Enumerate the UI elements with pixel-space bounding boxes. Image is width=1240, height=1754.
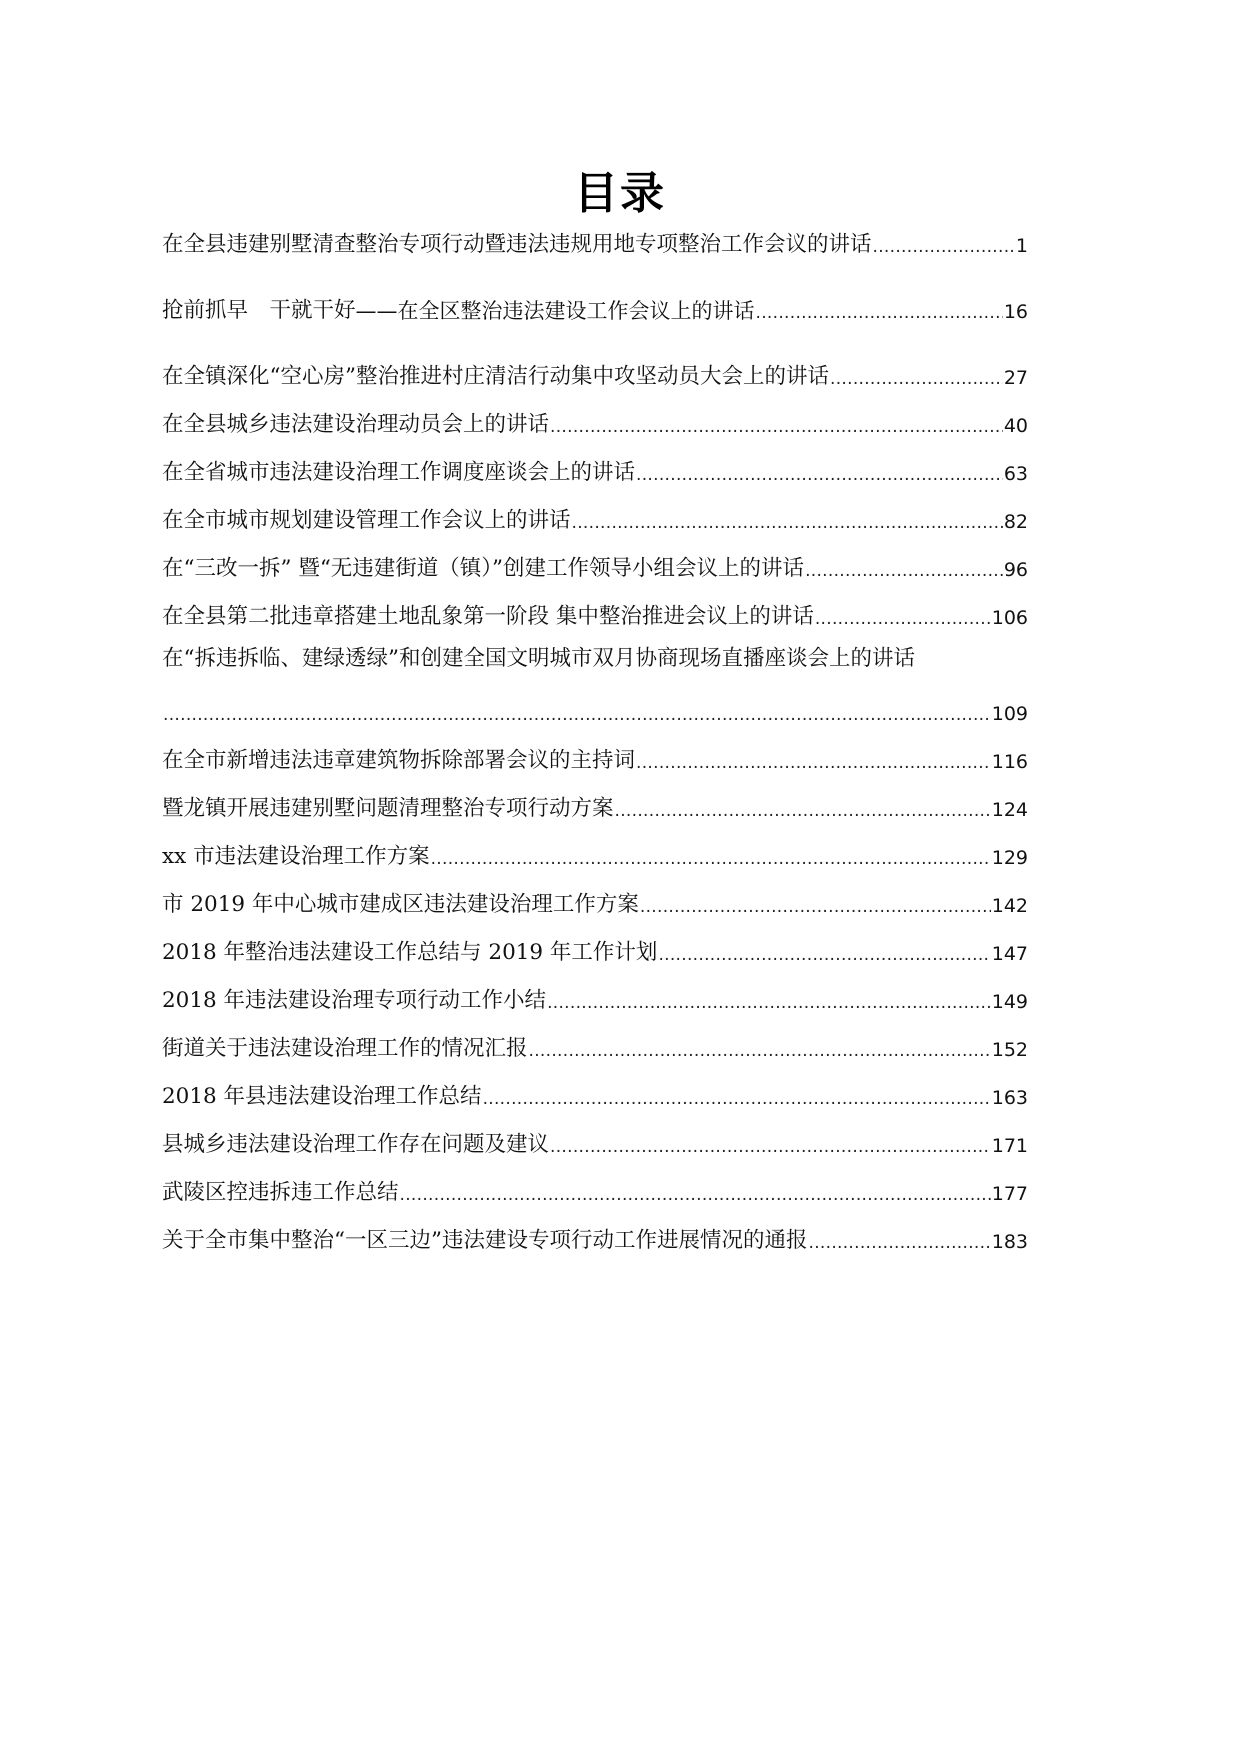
toc-entry-page: 63 (1003, 463, 1028, 485)
toc-entry-page: 163 (991, 1087, 1028, 1109)
toc-entry-page: 149 (991, 991, 1028, 1013)
toc-entry-page: 177 (991, 1183, 1028, 1205)
toc-entry[interactable] (162, 224, 1028, 260)
toc-entry-page: 96 (1003, 559, 1028, 581)
toc-leader (636, 750, 991, 776)
toc-title: 目录 (574, 168, 666, 219)
toc-leader (400, 1182, 991, 1208)
toc-entry[interactable] (162, 1028, 1028, 1064)
toc-entry-page: 109 (991, 703, 1028, 725)
toc-entry[interactable] (162, 836, 1028, 872)
toc-entry-text: 武陵区控违拆违工作总结 (162, 1180, 399, 1205)
toc-entry-text: 在全省城市违法建设治理工作调度座谈会上的讲话 (162, 460, 636, 485)
toc-entry-page: 183 (991, 1231, 1028, 1253)
toc-entry-text: 抢前抓早 干就干好 (162, 298, 356, 323)
toc-entry[interactable] (162, 290, 1028, 326)
toc-entry-page: 16 (1003, 301, 1028, 323)
toc-entry-text: 暨龙镇开展违建别墅问题清理整治专项行动方案 (162, 796, 614, 821)
toc-entry-text: 在全市城市规划建设管理工作会议上的讲话 (162, 508, 571, 533)
toc-leader (830, 366, 1003, 392)
toc-entry[interactable] (162, 932, 1028, 968)
toc-entry-text: 街道关于违法建设治理工作的情况汇报 (162, 1036, 528, 1061)
toc-entry-page: 171 (991, 1135, 1028, 1157)
toc-leader (640, 894, 991, 920)
toc-entry[interactable] (162, 692, 1028, 728)
toc-entry[interactable] (162, 980, 1028, 1016)
toc-entry-text: 关于全市集中整治“一区三边”违法建设专项行动工作进展情况的通报 (162, 1228, 808, 1253)
toc-leader (658, 942, 990, 968)
toc-entry[interactable] (162, 1076, 1028, 1112)
toc-entry[interactable] (162, 1124, 1028, 1160)
toc-entry-page: 147 (991, 943, 1028, 965)
toc-entry-page: 106 (991, 607, 1028, 629)
toc-entry[interactable] (162, 452, 1028, 488)
toc-entry-page: 152 (991, 1039, 1028, 1061)
toc-leader (529, 1038, 991, 1064)
toc-entry[interactable] (162, 740, 1028, 776)
toc-entry-text: 在全市新增违法违章建筑物拆除部署会议的主持词 (162, 748, 636, 773)
toc-leader (550, 414, 1003, 440)
toc-entry[interactable] (162, 548, 1028, 584)
toc-entry-page: 1 (1015, 235, 1028, 257)
toc-entry-text: 县城乡违法建设治理工作存在问题及建议 (162, 1132, 550, 1157)
toc-entry[interactable] (162, 596, 1028, 632)
toc-entry[interactable] (162, 884, 1028, 920)
toc-entry-text: 2018 年违法建设治理专项行动工作小结 (162, 988, 547, 1013)
toc-leader (163, 702, 991, 728)
toc-entry[interactable] (162, 1220, 1028, 1256)
toc-entry[interactable] (162, 500, 1028, 536)
toc-entry[interactable] (162, 404, 1028, 440)
toc-entry-text-wrapped[interactable]: 在“拆违拆临、建绿透绿”和创建全国文明城市双月协商现场直播座谈会上的讲话 (162, 646, 915, 671)
toc-leader (483, 1086, 991, 1112)
toc-leader (547, 990, 991, 1016)
toc-leader (809, 1230, 991, 1256)
toc-leader (636, 462, 1003, 488)
toc-entry-text: 在全镇深化“空心房”整治推进村庄清洁行动集中攻坚动员大会上的讲话 (162, 364, 829, 389)
toc-entry-text: 在“三改一拆” 暨“无违建街道（镇）”创建工作领导小组会议上的讲话 (162, 556, 805, 581)
toc-entry-text: 在全县城乡违法建设治理动员会上的讲话 (162, 412, 550, 437)
toc-leader (550, 1134, 991, 1160)
toc-entry-text: 在全县违建别墅清查整治专项行动暨违法违规用地专项整治工作会议的讲话 (162, 232, 872, 257)
toc-entry-text: 2018 年整治违法建设工作总结与 2019 年工作计划 (162, 940, 658, 965)
toc-entry-text: 市 2019 年中心城市建成区违法建设治理工作方案 (162, 892, 639, 917)
toc-entry-text: 在全县第二批违章搭建土地乱象第一阶段 集中整治推进会议上的讲话 (162, 604, 814, 629)
toc-leader (815, 606, 991, 632)
toc-leader (873, 234, 1015, 260)
toc-entry-text: xx 市违法建设治理工作方案 (162, 844, 430, 869)
toc-leader (431, 846, 991, 872)
toc-leader (572, 510, 1003, 536)
toc-entry-page: 124 (991, 799, 1028, 821)
toc-leader (615, 798, 991, 824)
toc-entry-page: 40 (1003, 415, 1028, 437)
toc-entry-page: 116 (991, 751, 1028, 773)
toc-leader (805, 558, 1003, 584)
toc-entry-page: 27 (1003, 367, 1028, 389)
toc-entry-page: 142 (991, 895, 1028, 917)
toc-entry[interactable] (162, 1172, 1028, 1208)
toc-entry-subtitle: ——在全区整治违法建设工作会议上的讲话 (355, 299, 755, 323)
toc-leader (756, 300, 1003, 326)
toc-entry-page: 82 (1003, 511, 1028, 533)
toc-entry[interactable] (162, 356, 1028, 392)
toc-entry-page: 129 (991, 847, 1028, 869)
toc-entry[interactable] (162, 788, 1028, 824)
toc-entry-text: 2018 年县违法建设治理工作总结 (162, 1084, 482, 1109)
